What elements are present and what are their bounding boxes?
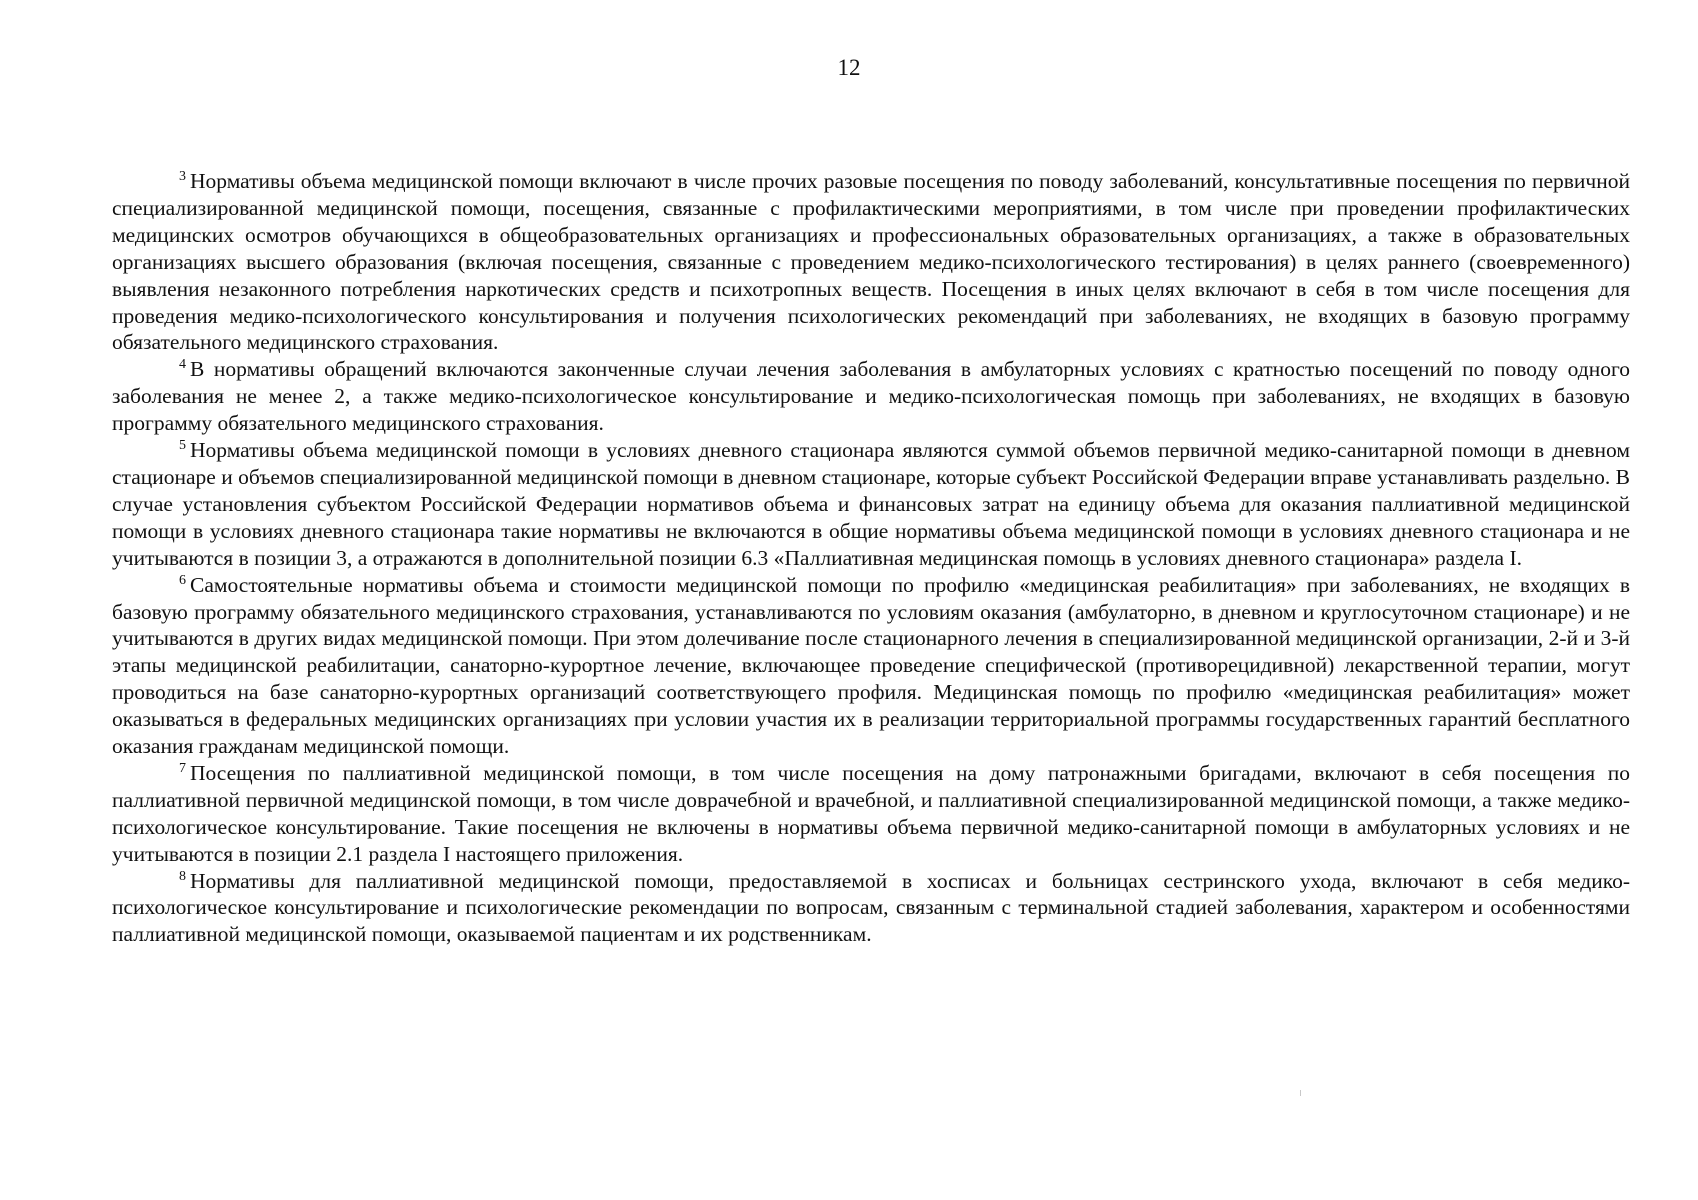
- footnote-marker: 4: [179, 357, 186, 373]
- scan-artifact: [1300, 1090, 1301, 1096]
- footnote-marker: 8: [179, 868, 186, 884]
- footnote-6: [112, 572, 1630, 760]
- footnote-marker: 6: [179, 572, 186, 588]
- footnote-7: [112, 760, 1630, 868]
- footnote-text: Нормативы объема медицинской помощи в условиях дневного стационара являются суммой объемов первичной медико-санитарной помощи в дневном стационаре и объемов специализированной медицинской помощи в дневном стационаре, которые субъект Российской Федерации вправе устанавливать раздельно. В случае установления субъектом Российской Федерации нормативов объема и финансовых затрат на единицу объема для оказания паллиативной медицинской помощи в условиях дневного стационара такие нормативы не включаются в общие нормативы объема медицинской помощи в условиях дневного стационара и не учитываются в позиции 3, а отражаются в дополнительной позиции 6.3 «Паллиативная медицинская помощь в условиях дневного стационара» раздела I.: [112, 438, 1630, 570]
- footnote-5: [112, 437, 1630, 572]
- footnote-text: В нормативы обращений включаются законченные случаи лечения заболевания в амбулаторных условиях с кратностью посещений по поводу одного заболевания не менее 2, а также медико-психологическое консультирование и медико-психологическая помощь при заболеваниях, не входящих в базовую программу обязательного медицинского страхования.: [112, 357, 1630, 436]
- page-number: 12: [837, 55, 861, 80]
- footnote-text: Нормативы для паллиативной медицинской помощи, предоставляемой в хосписах и больницах сестринского ухода, включают в себя медико-психологическое консультирование и психологические рекомендации по вопросам, связанным с терминальной стадией заболевания, характером и особенностями паллиативной медицинской помощи, оказываемой пациентам и их родственникам.: [112, 868, 1630, 947]
- footnotes-section: [112, 168, 1630, 948]
- footnote-8: [112, 868, 1630, 949]
- footnote-text: Самостоятельные нормативы объема и стоимости медицинской помощи по профилю «медицинская реабилитация» при заболеваниях, не входящих в базовую программу обязательного медицинского страхования, устанавливаются по условиям оказания (амбулаторно, в дневном и круглосуточном стационаре) и не учитываются в других видах медицинской помощи. При этом долечивание после стационарного лечения в специализированной медицинской организации, 2-й и 3-й этапы медицинской реабилитации, санаторно-курортное лечение, включающее проведение специфической (противорецидивной) лекарственной терапии, могут проводиться на базе санаторно-курортных организаций соответствующего профиля. Медицинская помощь по профилю «медицинская реабилитация» может оказываться в федеральных медицинских организациях при условии участия их в реализации территориальной программы государственных гарантий бесплатного оказания гражданам медицинской помощи.: [112, 572, 1630, 759]
- footnote-marker: 7: [179, 760, 186, 776]
- footnote-4: [112, 356, 1630, 437]
- footnote-text: Посещения по паллиативной медицинской помощи, в том числе посещения на дому патронажными бригадами, включают в себя посещения по паллиативной первичной медицинской помощи, в том числе доврачебной и врачебной, и паллиативной специализированной медицинской помощи, а также медико-психологическое консультирование. Такие посещения не включены в нормативы объема первичной медико-санитарной помощи в амбулаторных условиях и не учитываются в позиции 2.1 раздела I настоящего приложения.: [112, 760, 1630, 866]
- footnote-text: Нормативы объема медицинской помощи включают в числе прочих разовые посещения по поводу заболеваний, консультативные посещения по первичной специализированной медицинской помощи, посещения, связанные с профилактическими мероприятиями, в том числе при проведении профилактических медицинских осмотров обучающихся в общеобразовательных организациях и профессиональных образовательных организациях, а также в образовательных организациях высшего образования (включая посещения, связанные с проведением медико-психологического тестирования) в целях раннего (своевременного) выявления незаконного потребления наркотических средств и психотропных веществ. Посещения в иных целях включают в себя в том числе посещения для проведения медико-психологического консультирования и получения психологических рекомендаций при заболеваниях, не входящих в базовую программу обязательного медицинского страхования.: [112, 169, 1630, 355]
- footnote-marker: 3: [179, 169, 186, 184]
- footnote-3: [112, 168, 1630, 356]
- footnote-marker: 5: [179, 438, 186, 454]
